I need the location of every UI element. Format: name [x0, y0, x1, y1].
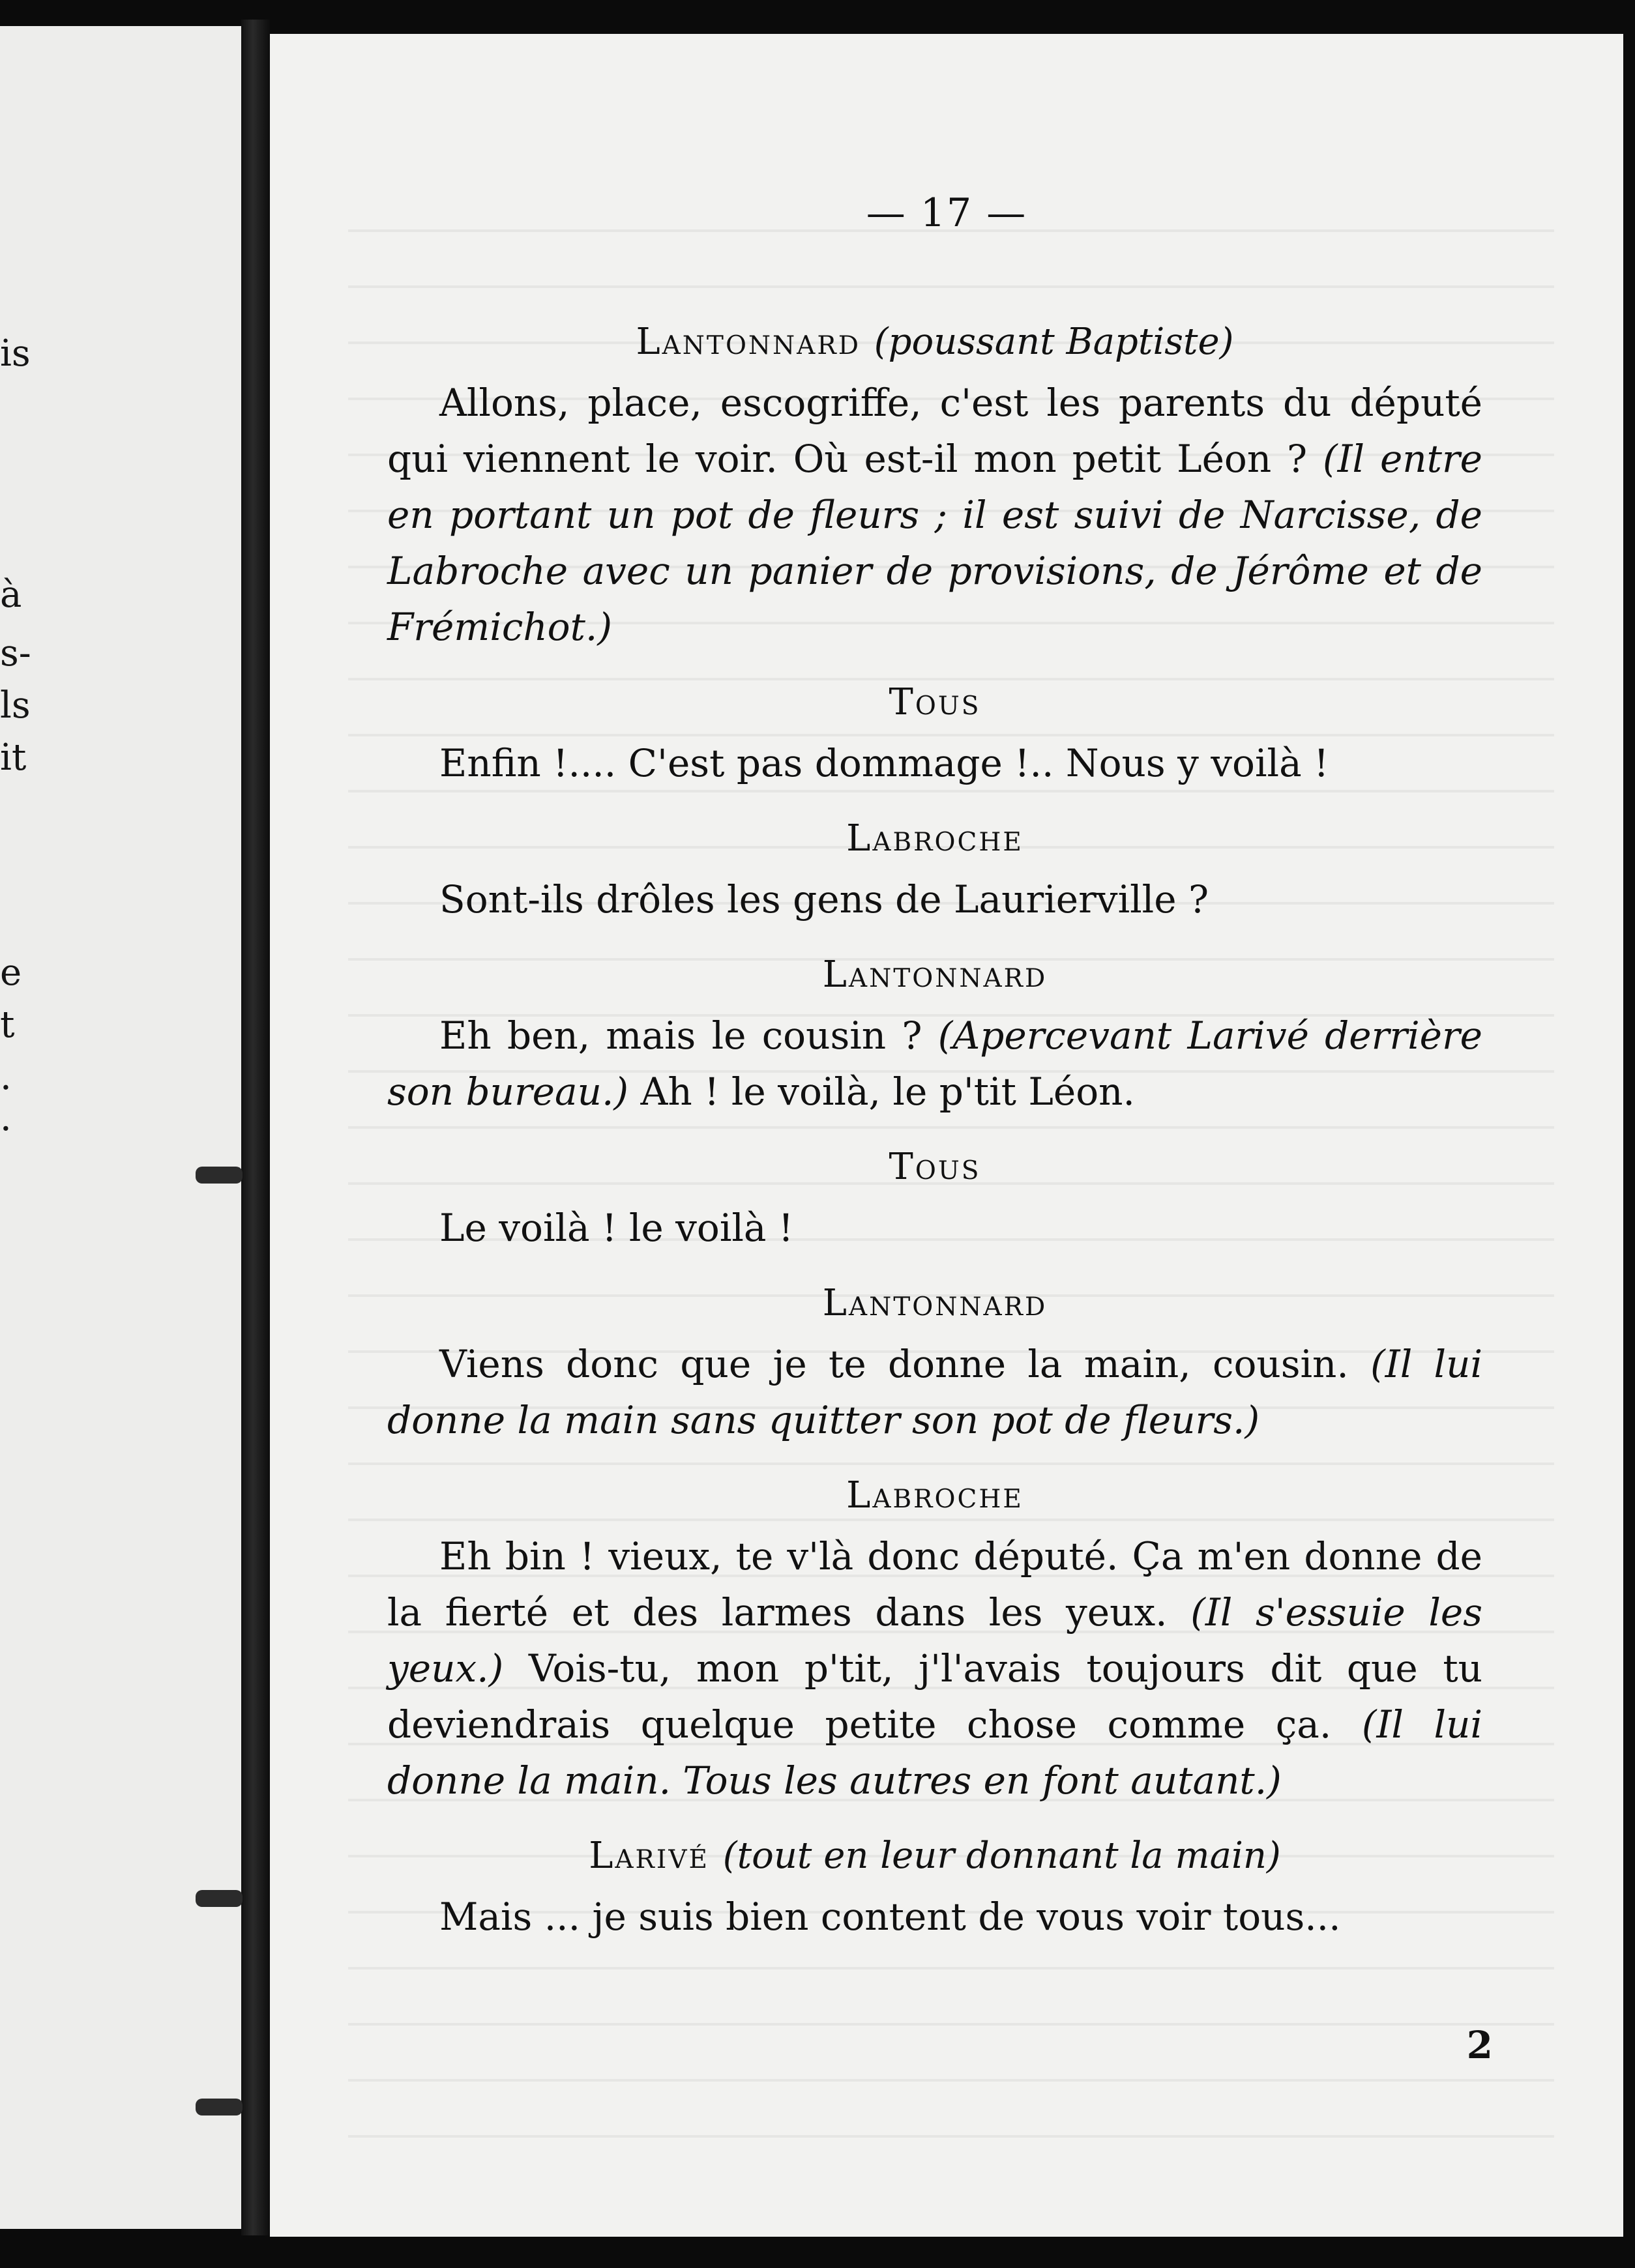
left-fragment: s- [0, 632, 31, 675]
left-fragment: is [0, 332, 31, 375]
speaker-name: Labroche [846, 1474, 1024, 1517]
speaker-name: Lantonnard [822, 953, 1048, 996]
stage-direction: (Il lui donne la main sans quitter son pot de fleurs.) [387, 1342, 1482, 1442]
speaker-name: Labroche [846, 817, 1024, 860]
book-spine [241, 20, 270, 2235]
page-number: — 17 — [866, 190, 1027, 236]
speaker-heading [387, 953, 1482, 996]
dialogue-paragraph [387, 735, 1482, 791]
staple [196, 1890, 243, 1907]
stage-direction: (Il s'essuie les yeux.) [387, 1590, 1482, 1691]
left-fragment: it [0, 736, 27, 779]
staple [196, 1167, 243, 1184]
dialogue-text: Mais ... je suis bien content de vous voir tous... [439, 1895, 1341, 1939]
dialogue-text: Eh bin ! vieux, te v'là donc député. Ça m'en donne de la fierté et des larmes dans les yeux. [387, 1534, 1482, 1635]
dialogue-text: Ah ! le voilà, le p'tit Léon. [640, 1069, 1135, 1114]
dialogue-paragraph [387, 1889, 1482, 1945]
speaker-name: Tous [889, 1146, 981, 1188]
speaker-heading [387, 1474, 1482, 1517]
stage-direction: (Il lui donne la main. Tous les autres en font autant.) [387, 1702, 1482, 1803]
speaker-heading [387, 681, 1482, 723]
dialogue-paragraph [387, 1528, 1482, 1809]
dialogue-paragraph [387, 1336, 1482, 1448]
dialogue-paragraph [387, 871, 1482, 927]
speaker-name: Lantonnard [822, 1282, 1048, 1324]
dialogue-text: Le voilà ! le voilà ! [439, 1206, 794, 1250]
dialogue-paragraph [387, 1200, 1482, 1256]
dialogue-text: Enfin !.... C'est pas dommage !.. Nous y voilà ! [439, 741, 1329, 785]
speaker-heading [387, 1835, 1482, 1877]
dialogue-paragraph [387, 1008, 1482, 1120]
speaker-heading [387, 1282, 1482, 1324]
dialogue-text: Eh ben, mais le cousin ? [439, 1013, 922, 1058]
left-fragment: e [0, 952, 22, 994]
dialogue-text: Vois-tu, mon p'tit, j'l'avais toujours dit que tu deviendrais quelque petite chose comme ça. [387, 1646, 1483, 1747]
dialogue-paragraph [387, 375, 1482, 655]
dialogue-text: Allons, place, escogriffe, c'est les parents du député qui viennent le voir. Où est-il mon petit Léon ? [387, 381, 1482, 481]
speaker-name: Larivé [589, 1835, 709, 1877]
stage-direction: (tout en leur donnant la main) [722, 1835, 1281, 1877]
speaker-name: Lantonnard [636, 321, 861, 363]
stage-direction: (Il entre en portant un pot de fleurs ; il est suivi de Narcisse, de Labroche avec un panier de provisions, de Jérôme et de Frémichot.) [387, 437, 1483, 649]
stage-direction: (poussant Baptiste) [874, 321, 1234, 363]
left-fragment: ls [0, 684, 31, 727]
speaker-name: Tous [889, 681, 981, 723]
left-fragment: · [0, 1108, 12, 1150]
dialogue-text: Viens donc que je te donne la main, cousin. [439, 1342, 1349, 1386]
speaker-heading [387, 1146, 1482, 1188]
stage-direction: (Apercevant Larivé derrière son bureau.) [387, 1013, 1483, 1114]
left-fragment: à [0, 574, 22, 616]
signature-mark: 2 [1466, 2023, 1493, 2067]
left-fragment: . [0, 1056, 12, 1098]
play-text [387, 295, 1482, 1945]
dialogue-text: Sont-ils drôles les gens de Laurierville ? [439, 877, 1209, 922]
book-page [270, 34, 1623, 2237]
speaker-heading [387, 817, 1482, 860]
left-fragment: t [0, 1004, 15, 1046]
staple [196, 2099, 243, 2115]
speaker-heading [387, 321, 1482, 363]
